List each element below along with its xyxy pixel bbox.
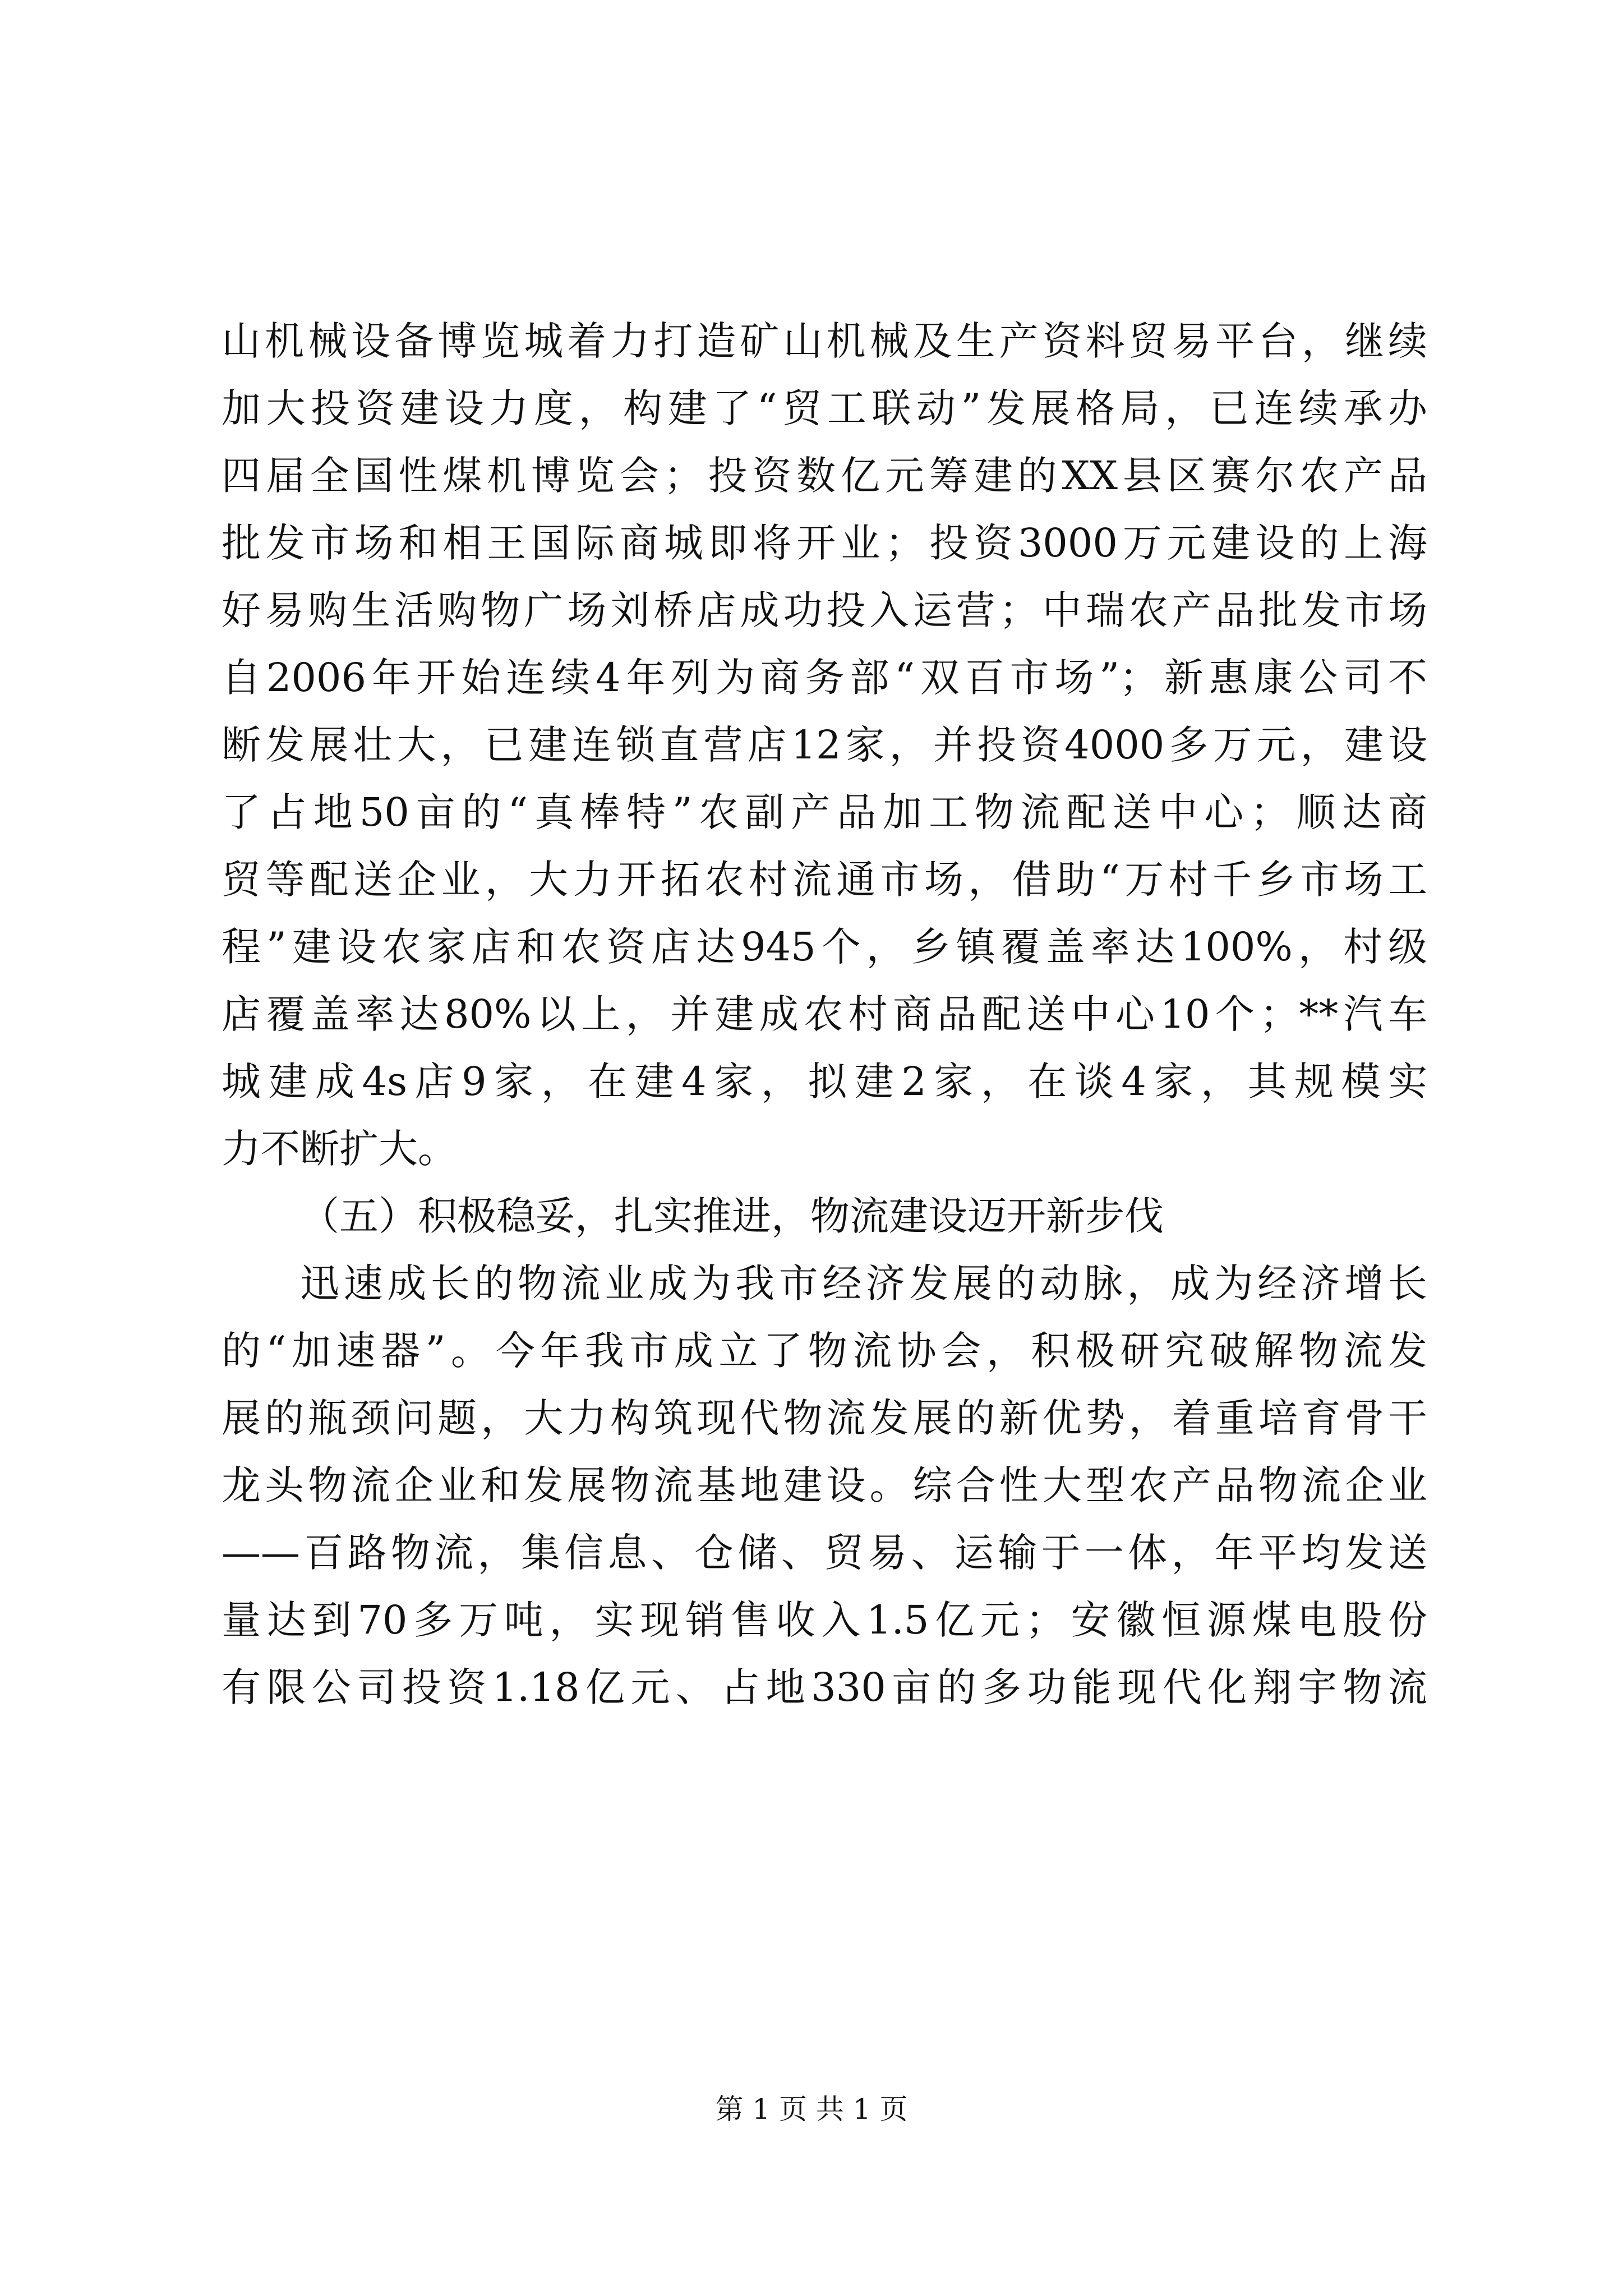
text-line: 断发展壮大，已建连锁直营店12家，并投资4000多万元，建设 (222, 722, 1427, 768)
text-line: ——百路物流，集信息、仓储、贸易、运输于一体，年平均发送 (222, 1530, 1427, 1576)
text-line: 量达到70多万吨，实现销售收入1.5亿元；安徽恒源煤电股份 (222, 1597, 1427, 1643)
text-line: 批发市场和相王国际商城即将开业；投资3000万元建设的上海 (222, 520, 1427, 566)
text-line: 店覆盖率达80%以上，并建成农村商品配送中心10个；**汽车 (222, 991, 1427, 1037)
text-line: 四届全国性煤机博览会；投资数亿元筹建的XX县区赛尔农产品 (222, 453, 1427, 499)
text-line: 程”建设农家店和农资店达945个，乡镇覆盖率达100%，村级 (222, 924, 1427, 970)
section-heading: （五）积极稳妥，扎实推进，物流建设迈开新步伐 (300, 1193, 1164, 1239)
text-line: 贸等配送企业，大力开拓农村流通市场，借助“万村千乡市场工 (222, 857, 1427, 903)
page-footer: 第 1 页 共 1 页 (715, 2093, 908, 2125)
text-line: 龙头物流企业和发展物流基地建设。综合性大型农产品物流企业 (222, 1462, 1427, 1508)
text-line: 展的瓶颈问题，大力构筑现代物流发展的新优势，着重培育骨干 (222, 1395, 1427, 1441)
text-line: 加大投资建设力度，构建了“贸工联动”发展格局，已连续承办 (222, 385, 1427, 431)
text-line: 自2006年开始连续4年列为商务部“双百市场”；新惠康公司不 (222, 655, 1427, 701)
text-line: 有限公司投资1.18亿元、占地330亩的多功能现代化翔宇物流 (222, 1664, 1427, 1710)
text-line: 好易购生活购物广场刘桥店成功投入运营；中瑞农产品批发市场 (222, 587, 1427, 633)
text-line: 迅速成长的物流业成为我市经济发展的动脉，成为经济增长 (300, 1260, 1427, 1306)
text-line: 山机械设备博览城着力打造矿山机械及生产资料贸易平台，继续 (222, 318, 1427, 364)
text-line: 的“加速器”。今年我市成立了物流协会，积极研究破解物流发 (222, 1328, 1427, 1374)
text-line: 城建成4s店9家，在建4家，拟建2家，在谈4家，其规模实 (222, 1059, 1427, 1105)
text-line: 了占地50亩的“真棒特”农副产品加工物流配送中心；顺达商 (222, 789, 1427, 835)
text-line: 力不断扩大。 (222, 1126, 457, 1172)
